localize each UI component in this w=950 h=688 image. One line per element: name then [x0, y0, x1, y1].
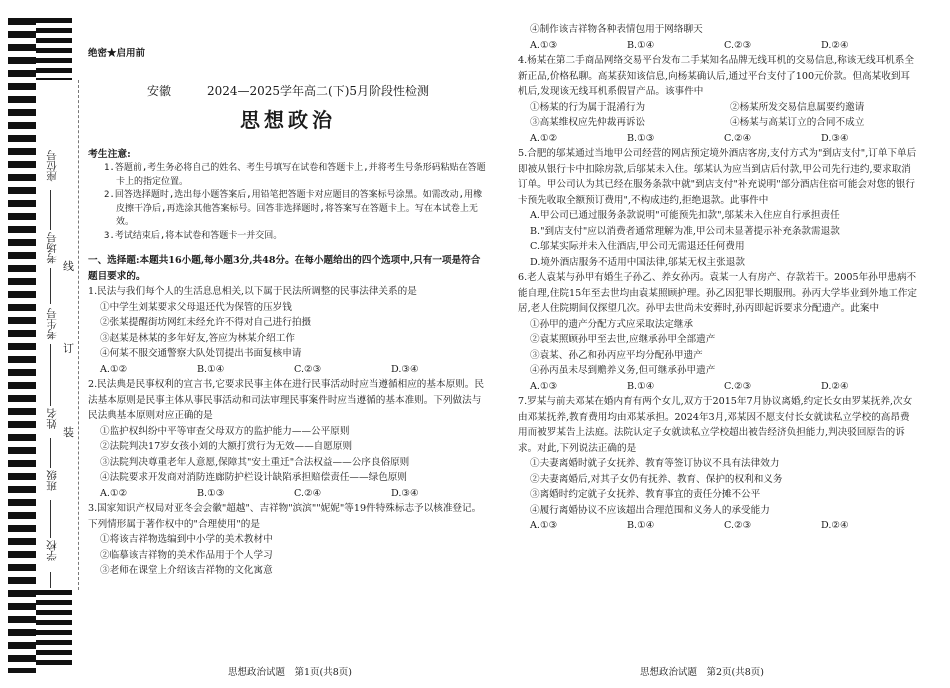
statement: ③高某维权应先仲裁再诉讼 [530, 117, 646, 128]
question-1 [88, 284, 488, 377]
note-item: 2.回答选择题时,选出每小题答案后,用铅笔把答题卡对应题目的答案标号涂黑。如需改动,用橡皮擦干净后,再选涂其他答案标号。回答非选择题时,将答案写在答题卡上。写在本试卷上无效。 [104, 190, 483, 227]
statement: ④履行离婚协议不应该超出合理范围和义务人的承受能力 [530, 504, 770, 516]
option: B.①③ [197, 487, 225, 499]
seat-label: 座位号 [46, 150, 58, 182]
option: C.②④ [294, 487, 322, 499]
option: A.①③ [530, 520, 558, 531]
question-stem: 6.老人袁某与孙甲有婚生子孙乙、养女孙丙。袁某一人有房产、存款若干。2005年孙甲患病不能自理,住院15年至去世均由袁某照顾护理。孙乙因犯罪长期服刑。孙丙大学毕业到外地工作定居,老人住院期间仅探望几次。孙甲去世尚未安葬时,孙丙即起诉要求分配遗产。此案中 [518, 272, 918, 314]
answer-options [88, 486, 488, 502]
statement: ②法院判决17岁女孩小刘的大额打赏行为无效——自愿原则 [100, 441, 353, 452]
footer-page-right: 思想政治试题 第2页(共8页) [640, 667, 765, 678]
statement: ③老师在课堂上介绍该吉祥物的文化寓意 [100, 565, 273, 576]
statement: ①监护权纠纷中平等审查父母双方的监护能力——公平原则 [100, 425, 350, 437]
statement: ③袁某、孙乙和孙丙应平均分配孙甲遗产 [530, 349, 703, 361]
section-heading: 一、选择题:本题共16小题,每小题3分,共48分。在每小题给出的四个选项中,只有一项是符合题目要求的。 [88, 255, 481, 282]
option: C.②④ [724, 132, 752, 144]
question-stem: 7.罗某与前夫邓某在婚内育有两个女儿,双方于2015年7月协议离婚,约定长女由罗某抚养,次女由邓某抚养,教育费用均由邓某承担。2024年3月,邓某因不愿支付长女就读私立学校的高昂费用而被罗某告上法庭。法院认定子女就读私立学校超出被告经济负担能力,判决驳回原告的诉求。对此,下列说法正确的是 [518, 396, 913, 454]
question-4 [518, 53, 918, 146]
question-stem: 2.民法典是民事权利的宣言书,它要求民事主体在进行民事活动时应当遵循相应的基本原则。民法基本原则是民事主体从事民事活动和司法审理民事案件时应当遵循的基本准则。下列做法与民法典基本原则对应正确的是 [88, 379, 484, 421]
statement: ③离婚时约定就子女抚养、教育事宜的责任分摊不公平 [530, 489, 761, 500]
answer-options [518, 38, 918, 54]
option: A.①② [530, 132, 558, 144]
option: A.①③ [530, 380, 558, 392]
option: D.③④ [821, 132, 849, 144]
statement: ④制作该吉祥物各种表情包用于网络聊天 [530, 24, 703, 35]
option: C.邬某实际并未入住酒店,甲公司无需退还任何费用 [530, 241, 745, 252]
school-label: 学校 [46, 540, 58, 561]
statement: ②杨某所发交易信息属要约邀请 [730, 101, 865, 113]
statement: ①夫妻离婚时就子女抚养、教育等签订协议不具有法律效力 [530, 458, 780, 469]
option: C.②③ [724, 380, 752, 392]
question-2 [88, 377, 488, 501]
secret-label: 绝密★启用前 [88, 48, 146, 59]
question-stem: 1.民法与我们每个人的生活息息相关,以下属于民法所调整的民事法律关系的是 [88, 286, 417, 297]
statement: ④杨某与高某订立的合同不成立 [730, 117, 865, 128]
question-stem: 5.合肥的邬某通过当地甲公司经营的网店预定境外酒店客房,支付方式为"到店支付",订单下单后即被从银行卡中扣除房款,后邬某未入住。邬某认为应当到店后付款,甲公司先行违约,要求取消订单。甲公司认为其已经在服务条款中就"到店支付"补充说明"部分酒店住宿可能会对您的银行卡预先收取全额预订费用",不构成违约,拒绝退款。此事件中 [518, 148, 917, 206]
class-label: 班级 [46, 470, 58, 491]
option: A.甲公司已通过服务条款说明"可能预先扣款",邬某未入住应自行承担责任 [530, 210, 840, 221]
option: C.②③ [724, 520, 752, 531]
binding-stripes [8, 18, 36, 673]
page-column-left [88, 46, 488, 579]
binding-zhuang-mark: 装 [63, 426, 74, 439]
answer-options [88, 362, 488, 378]
statement: ③赵某是林某的多年好友,答应为林某介绍工作 [100, 332, 295, 344]
question-7 [518, 394, 918, 534]
statement: ①将该吉祥物选编到中小学的美术教材中 [100, 534, 273, 545]
option: B.①④ [627, 520, 655, 531]
binding-stripes-bottom [36, 590, 72, 670]
statement: ②临摹该吉祥物的美术作品用于个人学习 [100, 549, 273, 561]
statement: ④法院要求开发商对消防连廊防护栏设计缺陷承担赔偿责任——绿色原则 [100, 472, 407, 483]
exam-no-blank [50, 344, 51, 406]
seat-blank [50, 190, 51, 230]
binding-dashed-line [78, 80, 79, 590]
option: D.境外酒店服务不适用中国法律,邬某无权主张退款 [530, 256, 745, 268]
class-blank [50, 500, 51, 538]
option: D.③④ [391, 363, 419, 375]
statement: ②袁某照顾孙甲至去世,应继承孙甲全部遗产 [530, 334, 716, 345]
statement: ①中学生刘某要求父母退还代为保管的压岁钱 [100, 301, 292, 313]
option: C.②③ [724, 39, 752, 51]
binding-ding-mark: 订 [63, 342, 74, 355]
subject-title: 思想政治 [240, 108, 336, 132]
option: A.①③ [530, 39, 558, 51]
page-column-right [518, 22, 918, 534]
exam-title: 安徽 2024—2025学年高二(下)5月阶段性检测 [146, 83, 430, 98]
option: B.①③ [627, 132, 655, 144]
statement: ①孙甲的遗产分配方式应采取法定继承 [530, 318, 694, 330]
exam-room-blank [50, 268, 51, 304]
answer-options [518, 518, 918, 534]
footer-page-left: 思想政治试题 第1页(共8页) [228, 667, 353, 678]
statement: ②夫妻离婚后,对其子女仍有抚养、教育、保护的权利和义务 [530, 473, 783, 485]
binding-line-mark: 线 [63, 260, 74, 273]
statement: ④孙丙虽未尽到赡养义务,但可继承孙甲遗产 [530, 365, 716, 376]
binding-stripes-top [36, 18, 72, 80]
question-6 [518, 270, 918, 394]
question-stem: 3.国家知识产权局对亚冬会会徽"超越"、吉祥物"滨滨""妮妮"等19件特殊标志予以核准登记。下列情形属于著作权中的"合理使用"的是 [88, 503, 482, 530]
name-blank [50, 438, 51, 468]
question-3 [88, 501, 488, 579]
note-item: 3.考试结束后,将本试卷和答题卡一并交回。 [104, 230, 283, 241]
exam-no-label: 考生号 [46, 308, 58, 340]
option: B.①④ [627, 380, 655, 392]
option: D.③④ [391, 487, 419, 499]
answer-options [518, 131, 918, 147]
question-stem: 4.杨某在第二手商品网络交易平台发布二手某知名品牌无线耳机的交易信息,称该无线耳机系全新正品,价格私聊。高某获知该信息,向杨某确认后,通过平台支付了100元价款。但高某收到耳机后,发现该无线耳机系假冒产品。该事件中 [518, 55, 914, 97]
option: A.①② [100, 363, 128, 375]
notes-title: 考生注意: [88, 148, 131, 160]
statement: ②张某提醒街坊网红未经允许不得对自己进行拍摄 [100, 317, 312, 328]
question-5 [518, 146, 918, 270]
statement: ③法院判决尊重老年人意愿,保障其"安土重迁"合法权益——公序良俗原则 [100, 456, 410, 468]
exam-room-label: 考场号 [46, 232, 58, 264]
option: D.②④ [821, 380, 849, 392]
option: C.②③ [294, 363, 322, 375]
statement: ④何某不服交通警察大队处罚提出书面复核申请 [100, 348, 302, 359]
option: B."到店支付"应以消费者通常理解为准,甲公司未显著提示补充条款需退款 [530, 225, 840, 237]
name-label: 姓名 [46, 408, 58, 429]
option: D.②④ [821, 39, 849, 51]
option: A.①② [100, 487, 128, 499]
option: B.①④ [627, 39, 655, 51]
option: D.②④ [821, 520, 849, 531]
statement: ①杨某的行为属于混淆行为 [530, 101, 646, 113]
note-item: 1.答题前,考生务必将自己的姓名、考生号填写在试卷和答题卡上,并将考生号条形码粘贴在答题卡上的指定位置。 [104, 163, 486, 187]
answer-options [518, 379, 918, 395]
option: B.①④ [197, 363, 225, 375]
school-blank [50, 572, 51, 588]
